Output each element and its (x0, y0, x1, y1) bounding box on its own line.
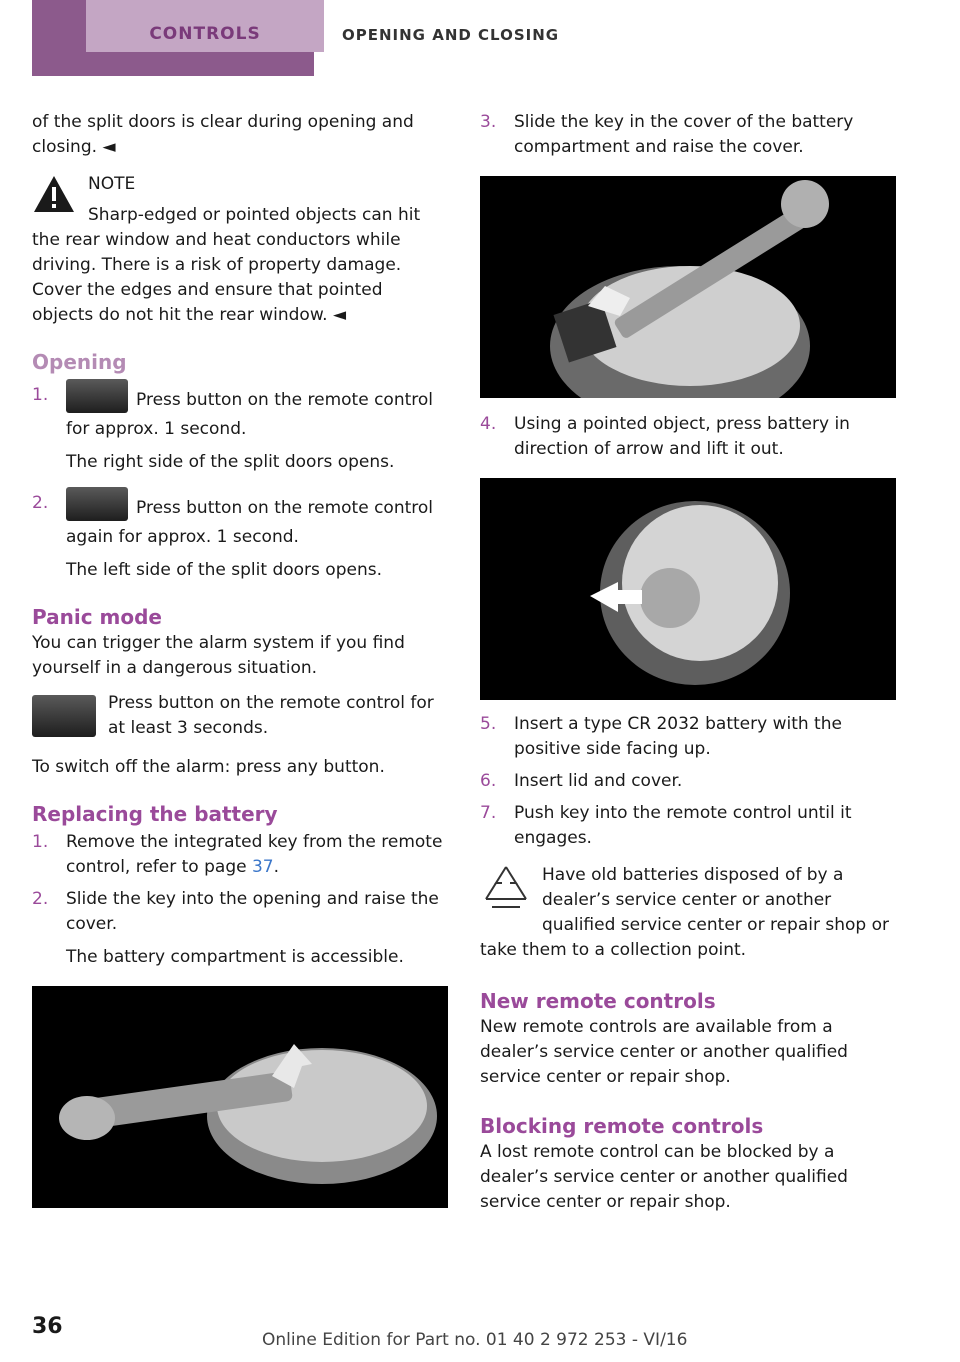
battery-press-image (480, 478, 896, 700)
continued-paragraph: of the split doors is clear during opening and closing. ◄ (32, 112, 414, 157)
left-column (32, 110, 448, 1208)
right-column (480, 110, 896, 1215)
opening-step: 1. Press button on the remote control for approx. 1 second. The right side of the split doors opens. (32, 383, 448, 475)
door-open-button-icon (66, 487, 128, 521)
page-number: 36 (32, 1314, 63, 1339)
new-remote-heading: New remote controls (480, 989, 716, 1013)
battery-step: 6. Insert lid and cover. (480, 771, 683, 791)
battery-step: 2. Slide the key into the opening and raise the cover. The battery compartment is accessible. (32, 889, 439, 967)
warning-icon (32, 174, 76, 214)
blocking-text: A lost remote control can be blocked by a dealer’s service center or another qualified service center or repair shop. (480, 1142, 848, 1212)
battery-step: 5. Insert a type CR 2032 battery with the positive side facing up. (480, 714, 842, 759)
opening-step: 2. Press button on the remote control again for approx. 1 second. The left side of the split doors opens. (32, 491, 448, 583)
opening-heading: Opening (32, 350, 127, 374)
panic-button-icon (32, 695, 96, 737)
panic-heading: Panic mode (32, 605, 162, 629)
new-remote-text: New remote controls are available from a dealer’s service center or another qualified service center or repair shop. (480, 1017, 848, 1087)
alarm-off-text: To switch off the alarm: press any button. (32, 757, 385, 777)
battery-step: 1. Remove the integrated key from the remote control, refer to page 37. (32, 832, 443, 877)
page-link[interactable]: 37 (251, 857, 274, 877)
edition-text: Online Edition for Part no. 01 40 2 972 253 - VI/16 (262, 1330, 688, 1350)
blocking-heading: Blocking remote controls (480, 1114, 764, 1138)
note-text: Sharp-edged or pointed objects can hit the rear window and heat conductors while driving. There is a risk of property damage. Cover the edges and ensure that pointed objects do not hit the rear window. ◄ (32, 205, 421, 325)
key-into-opening-image (32, 986, 448, 1208)
header-tab-bg (32, 0, 314, 76)
header-section-title: OPENING AND CLOSING (342, 26, 560, 44)
panic-text: You can trigger the alarm system if you find yourself in a dangerous situation. (32, 633, 405, 678)
panic-button-block: Press button on the remote control for at least 3 seconds. (32, 691, 448, 741)
header-tab-controls[interactable]: CONTROLS (86, 0, 324, 52)
note-label: NOTE (88, 174, 136, 194)
battery-heading: Replacing the battery (32, 802, 278, 826)
recycle-icon (480, 863, 532, 915)
recycle-text: Have old batteries disposed of by a dealer’s service center or another qualified service center or repair shop or take them to a collection point. (480, 865, 889, 960)
door-open-button-icon (66, 379, 128, 413)
recycle-block (480, 863, 896, 963)
cover-raise-image (480, 176, 896, 398)
battery-step: 7. Push key into the remote control until it engages. (480, 803, 852, 848)
battery-step: 4. Using a pointed object, press battery in direction of arrow and lift it out. (480, 414, 850, 459)
battery-step: 3. Slide the key in the cover of the battery compartment and raise the cover. (480, 112, 854, 157)
note-block (32, 172, 448, 328)
